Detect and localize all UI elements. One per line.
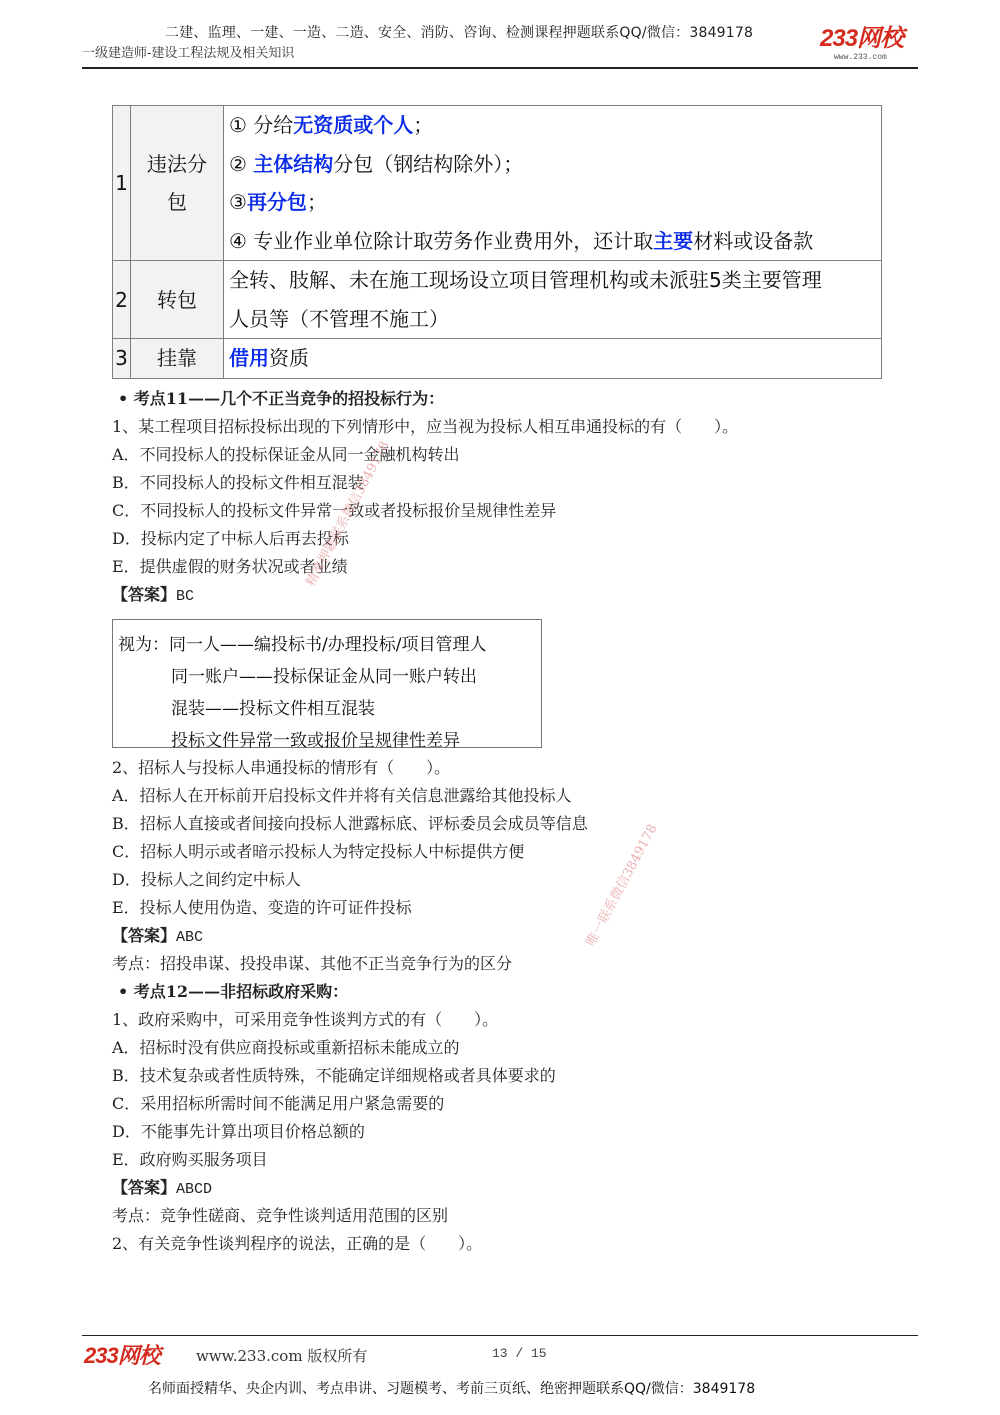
highlight-text: 无资质或个人: [293, 113, 414, 137]
question-stem: 2、有关竞争性谈判程序的说法，正确的是（ ）。: [112, 1234, 483, 1253]
question-option: E．提供虚假的财务状况或者业绩: [112, 557, 348, 576]
table-row: [113, 106, 882, 261]
footer-copyright: www.233.com 版权所有: [196, 1347, 368, 1365]
highlight-text: 主体结构: [253, 151, 334, 176]
answer-line: 【答案】ABC: [112, 926, 204, 946]
brand-logo-text: 233网校: [820, 25, 904, 52]
violation-table: [112, 105, 882, 379]
page-number: 13 / 15: [492, 1346, 547, 1361]
knowledge-note: 考点：招投串谋、投投串谋、其他不正当竞争行为的区分: [112, 954, 513, 973]
question-stem: 2、招标人与投标人串通投标的情形有（ ）。: [112, 758, 451, 777]
question-option: A．不同投标人的投标保证金从同一金融机构转出: [112, 445, 460, 464]
question-option: C．采用招标所需时间不能满足用户紧急需要的: [112, 1094, 445, 1113]
row-category: [131, 106, 224, 261]
row-category-line: 包: [167, 190, 187, 214]
question-option: D．不能事先计算出项目价格总额的: [112, 1122, 365, 1141]
summary-line: 同一账户——投标保证金从同一账户转出: [171, 667, 477, 687]
question-option: E．投标人使用伪造、变造的许可证件投标: [112, 898, 412, 917]
question-option: C．不同投标人的投标文件异常一致或者投标报价呈规律性差异: [112, 501, 557, 520]
answer-value: ABC: [176, 929, 204, 946]
row-number: 2: [113, 261, 131, 339]
question-option: B．不同投标人的投标文件相互混装: [112, 473, 364, 492]
row-description: 借用资质: [224, 339, 882, 379]
desc-line: ④ 专业作业单位除计取劳务作业费用外，还计取主要材料或设备款: [229, 228, 814, 253]
row-description: [224, 261, 882, 339]
summary-line: 投标文件异常一致或报价呈规律性差异: [171, 731, 460, 751]
summary-box: [112, 619, 542, 751]
header-divider: [82, 67, 918, 69]
brand-logo-url: www.233.com: [834, 53, 887, 62]
watermark: 唯一联系微信3849178: [583, 821, 661, 949]
question-option: D．投标内定了中标人后再去投标: [112, 529, 349, 548]
table-row: [113, 339, 882, 379]
knowledge-note: 考点：竞争性磋商、竞争性谈判适用范围的区别: [112, 1206, 449, 1225]
desc-line: ② 主体结构分包（钢结构除外）；: [229, 151, 524, 176]
footer-contact-line: 名师面授精华、央企内训、考点串讲、习题模考、考前三页纸、绝密押题联系QQ/微信：3849178: [148, 1381, 756, 1397]
desc-line: ① 分给无资质或个人；: [229, 113, 434, 137]
footer-logo: 233网校: [84, 1343, 160, 1368]
row-category-line: 违法分: [147, 152, 207, 176]
document-body: [112, 385, 912, 1258]
brand-logo: [820, 26, 920, 66]
desc-line: ③再分包；: [229, 190, 327, 214]
section-heading: • 考点11——几个不正当竞争的招投标行为：: [118, 389, 445, 408]
question-stem: 1、政府采购中，可采用竞争性谈判方式的有（ ）。: [112, 1010, 499, 1029]
table-row: [113, 261, 882, 339]
question-option: B．招标人直接或者间接向投标人泄露标底、评标委员会成员等信息: [112, 814, 588, 833]
question-option: D．投标人之间约定中标人: [112, 870, 301, 889]
section-heading: • 考点12——非招标政府采购：: [118, 982, 349, 1001]
answer-line: 【答案】ABCD: [112, 1178, 213, 1198]
header-contact-line: 二建、监理、一建、一造、二造、安全、消防、咨询、检测课程押题联系QQ/微信：3849178: [165, 25, 754, 41]
row-number: 1: [113, 106, 131, 261]
row-description: [224, 106, 882, 261]
answer-value: ABCD: [176, 1181, 213, 1198]
highlight-text: 再分包: [246, 190, 307, 214]
highlight-text: 借用: [229, 346, 269, 370]
answer-line: 【答案】BC: [112, 585, 195, 605]
row-category: 转包: [131, 261, 224, 339]
question-stem: 1、某工程项目招标投标出现的下列情形中，应当视为投标人相互串通投标的有（ ）。: [112, 417, 739, 436]
question-option: B．技术复杂或者性质特殊，不能确定详细规格或者具体要求的: [112, 1066, 556, 1085]
document-subtitle: 一级建造师-建设工程法规及相关知识: [82, 46, 295, 61]
row-number: 3: [113, 339, 131, 379]
watermark: 精准押题联系微信3849178: [303, 438, 393, 589]
question-option: A．招标人在开标前开启投标文件并将有关信息泄露给其他投标人: [112, 786, 572, 805]
question-option: E．政府购买服务项目: [112, 1150, 268, 1169]
answer-value: BC: [176, 588, 195, 605]
summary-line: 混装——投标文件相互混装: [171, 699, 375, 719]
question-option: C．招标人明示或者暗示投标人为特定投标人中标提供方便: [112, 842, 525, 861]
summary-line: 视为：同一人——编投标书/办理投标/项目管理人: [118, 635, 487, 655]
footer-divider: [82, 1335, 918, 1336]
row-category: 挂靠: [131, 339, 224, 379]
highlight-text: 主要: [653, 228, 694, 253]
desc-line: 人员等（不管理不施工）: [229, 306, 449, 331]
desc-line: 全转、肢解、未在施工现场设立项目管理机构或未派驻5类主要管理: [229, 268, 822, 292]
question-option: A．招标时没有供应商投标或重新招标未能成立的: [112, 1038, 460, 1057]
